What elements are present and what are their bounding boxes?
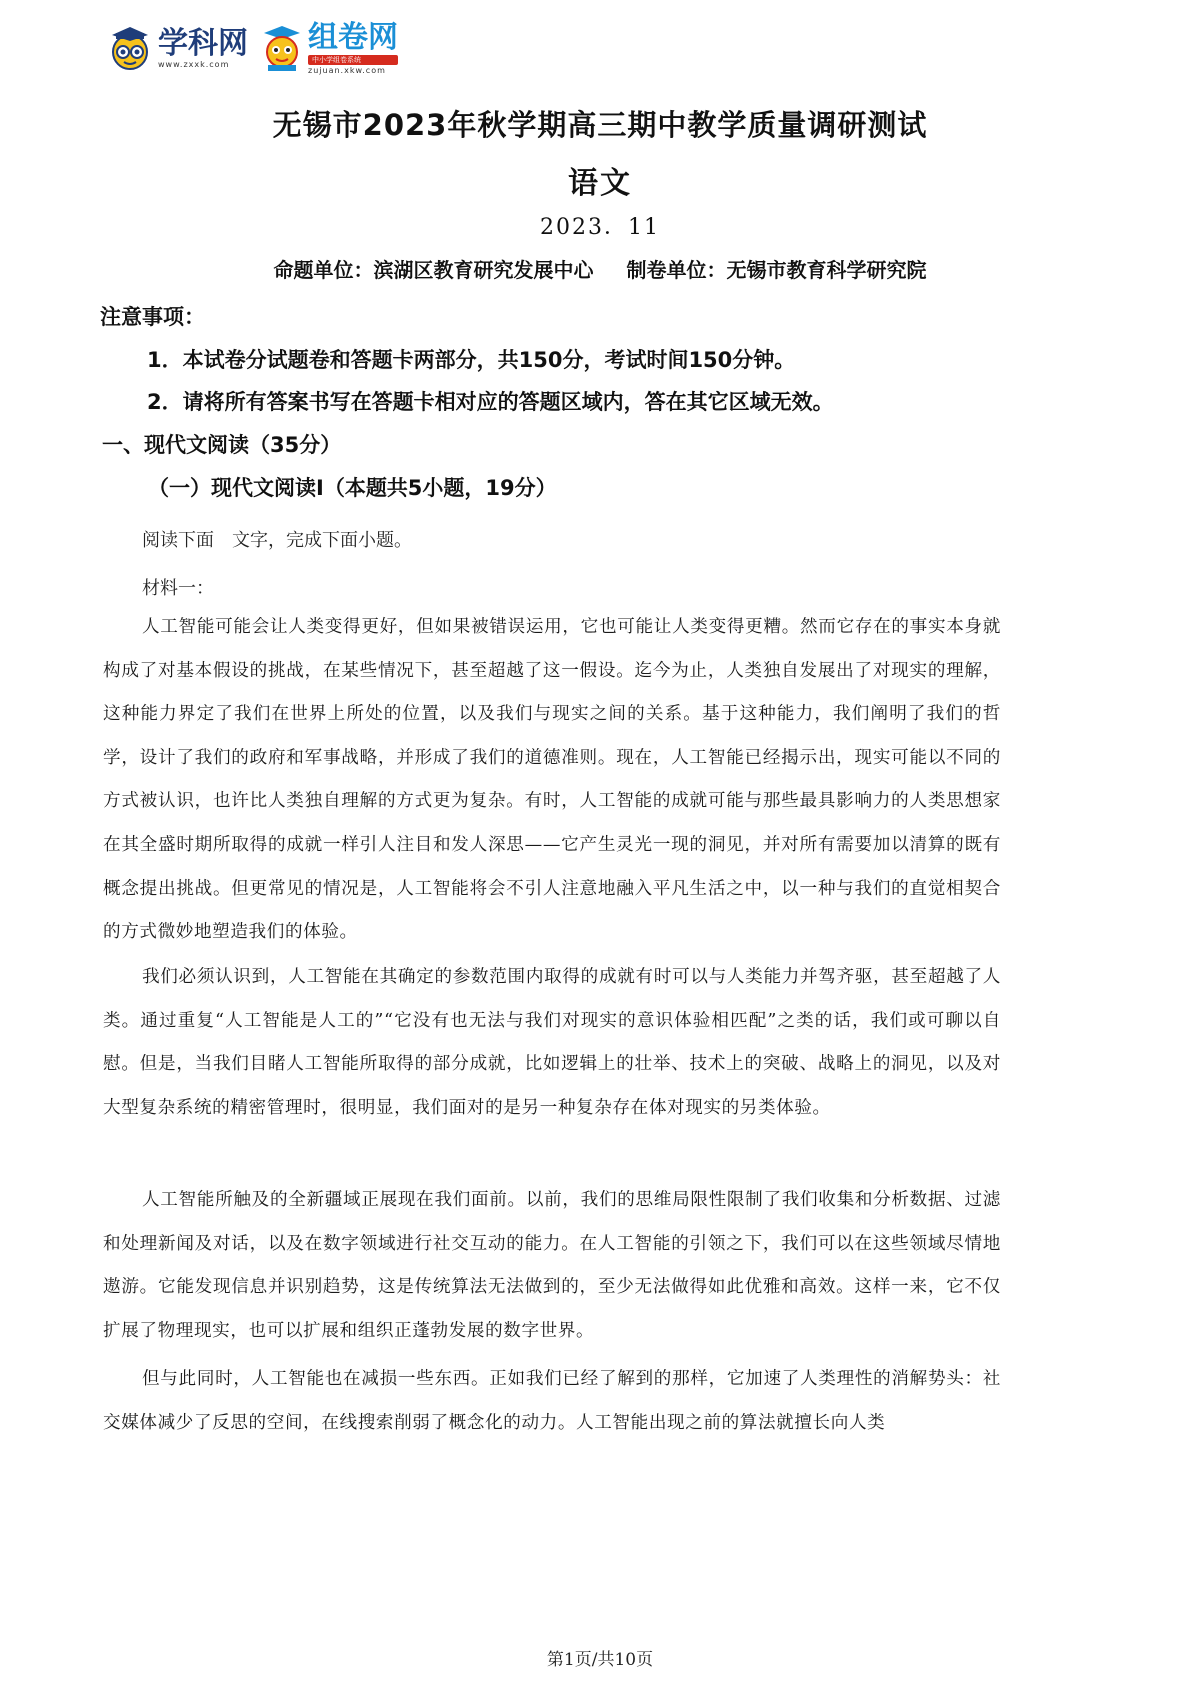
notice-title: 注意事项： xyxy=(100,305,205,329)
zxxk-mascot-icon xyxy=(108,27,152,71)
exam-title: 无锡市2023年秋学期高三期中教学质量调研测试 xyxy=(272,108,928,142)
zujuan-mascot-icon xyxy=(262,26,302,72)
zujuan-logo[interactable] xyxy=(262,22,398,75)
zxxk-logo-text: 学科网 xyxy=(158,26,248,61)
zxxk-logo[interactable] xyxy=(108,27,248,71)
zujuan-logo-text: 组卷网 xyxy=(308,20,398,55)
exam-date: 2023．11 xyxy=(540,215,660,240)
exam-subject: 语文 xyxy=(568,166,632,201)
header-logos xyxy=(108,22,398,75)
page-number: 第1页/共10页 xyxy=(546,1650,654,1670)
passage-paragraph: 但与此同时，人工智能也在减损一些东西。正如我们已经了解到的那样，它加速了人类理性的消解势头：社交媒体减少了反思的空间，在线搜索削弱了概念化的动力。人工智能出现之前的算法就擅长向人类 xyxy=(103,1369,1001,1433)
exam-units: 命题单位：滨湖区教育研究发展中心 制卷单位：无锡市教育科学研究院 xyxy=(273,258,927,282)
material-label: 材料一： xyxy=(142,578,214,599)
passage-paragraph: 人工智能所触及的全新疆域正展现在我们面前。以前，我们的思维局限性限制了我们收集和分析数据、过滤和处理新闻及对话，以及在数字领域进行社交互动的能力。在人工智能的引领之下，我们可以在这些领域尽情地遨游。它能发现信息并识别趋势，这是传统算法无法做到的，至少无法做得如此优雅和高效。这样一来，它不仅扩展了物理现实，也可以扩展和组织正蓬勃发展的数字世界。 xyxy=(103,1190,1001,1341)
zujuan-logo-url: zujuan.xkw.com xyxy=(308,66,386,75)
zujuan-logo-tagline: 中小学组卷系统 xyxy=(308,55,398,65)
notice-item: 2．请将所有答案书写在答题卡相对应的答题区域内，答在其它区域无效。 xyxy=(147,390,834,414)
zxxk-logo-url: www.zxxk.com xyxy=(158,60,230,69)
notice-item: 1．本试卷分试题卷和答题卡两部分，共150分，考试时间150分钟。 xyxy=(147,348,796,372)
passage-paragraph: 我们必须认识到，人工智能在其确定的参数范围内取得的成就有时可以与人类能力并驾齐驱，甚至超越了人类。通过重复“人工智能是人工的”“它没有也无法与我们对现实的意识体验相匹配”之类的话，我们或可聊以自慰。但是，当我们目睹人工智能所取得的部分成就，比如逻辑上的壮举、技术上的突破、战略上的洞见，以及对大型复杂系统的精密管理时，很明显，我们面对的是另一种复杂存在体对现实的另类体验。 xyxy=(103,967,1001,1118)
section-title: 一、现代文阅读（35分） xyxy=(102,433,342,457)
reading-instruction: 阅读下面 文字，完成下面小题。 xyxy=(142,530,412,551)
subsection-title: （一）现代文阅读Ⅰ（本题共5小题，19分） xyxy=(148,476,557,500)
passage-paragraph: 人工智能可能会让人类变得更好，但如果被错误运用，它也可能让人类变得更糟。然而它存在的事实本身就构成了对基本假设的挑战，在某些情况下，甚至超越了这一假设。迄今为止，人类独自发展出了对现实的理解，这种能力界定了我们在世界上所处的位置，以及我们与现实之间的关系。基于这种能力，我们阐明了我们的哲学，设计了我们的政府和军事战略，并形成了我们的道德准则。现在，人工智能已经揭示出，现实可能以不同的方式被认识，也许比人类独自理解的方式更为复杂。有时，人工智能的成就可能与那些最具影响力的人类思想家在其全盛时期所取得的成就一样引人注目和发人深思——它产生灵光一现的洞见，并对所有需要加以清算的既有概念提出挑战。但更常见的情况是，人工智能将会不引人注意地融入平凡生活之中，以一种与我们的直觉相契合的方式微妙地塑造我们的体验。 xyxy=(103,617,1001,943)
